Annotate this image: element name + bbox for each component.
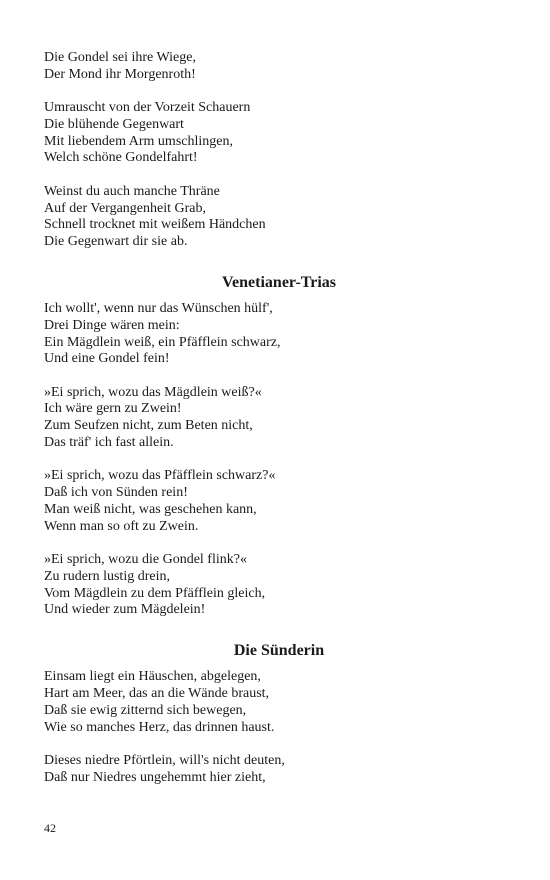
verse-line: Daß ich von Sünden rein! bbox=[44, 485, 188, 501]
verse-line: Der Mond ihr Morgenroth! bbox=[44, 66, 196, 82]
verse-line: Dieses niedre Pförtlein, will's nicht deuten, bbox=[44, 752, 285, 768]
stanza bbox=[44, 301, 514, 368]
verse-line: Einsam liegt ein Häuschen, abgelegen, bbox=[44, 669, 261, 685]
verse-line: Weinst du auch manche Thräne bbox=[44, 183, 220, 199]
verse-line: Ich wollt', wenn nur das Wünschen hülf', bbox=[44, 300, 273, 316]
verse-line: Drei Dinge wären mein: bbox=[44, 317, 180, 333]
verse-line: »Ei sprich, wozu das Pfäfflein schwarz?« bbox=[44, 468, 276, 484]
verse-line: Vom Mägdlein zu dem Pfäfflein gleich, bbox=[44, 585, 266, 601]
verse-line: Daß sie ewig zitternd sich bewegen, bbox=[44, 702, 247, 718]
verse-line: Schnell trocknet mit weißem Händchen bbox=[44, 217, 266, 233]
verse-line: Und wieder zum Mägdelein! bbox=[44, 602, 206, 618]
stanza bbox=[44, 753, 514, 787]
poem-die-suenderin bbox=[44, 641, 514, 786]
verse-line: Das träf' ich fast allein. bbox=[44, 435, 174, 451]
intro-poem bbox=[44, 50, 514, 251]
verse-line: Die Gegenwart dir sie ab. bbox=[44, 234, 188, 250]
verse-line: Man weiß nicht, was geschehen kann, bbox=[44, 501, 257, 517]
verse-line: Die Gondel sei ihre Wiege, bbox=[44, 50, 196, 65]
verse-line: »Ei sprich, wozu die Gondel flink?« bbox=[44, 552, 247, 568]
page-content bbox=[44, 50, 514, 803]
verse-line: Und eine Gondel fein! bbox=[44, 351, 170, 367]
stanza bbox=[44, 184, 514, 251]
verse-line: Zum Seufzen nicht, zum Beten nicht, bbox=[44, 418, 253, 434]
stanza bbox=[44, 669, 514, 736]
verse-line: Auf der Vergangenheit Grab, bbox=[44, 200, 206, 216]
verse-line: Wie so manches Herz, das drinnen haust. bbox=[44, 719, 275, 735]
verse-line: Daß nur Niedres ungehemmt hier zieht, bbox=[44, 769, 266, 785]
poem-venetianer-trias bbox=[44, 273, 514, 619]
verse-line: Mit liebendem Arm umschlingen, bbox=[44, 133, 233, 149]
verse-line: Hart am Meer, das an die Wände braust, bbox=[44, 686, 270, 702]
verse-line: Umrauscht von der Vorzeit Schauern bbox=[44, 100, 251, 116]
verse-line: »Ei sprich, wozu das Mägdlein weiß?« bbox=[44, 384, 262, 400]
stanza bbox=[44, 468, 514, 535]
stanza bbox=[44, 385, 514, 452]
verse-line: Zu rudern lustig drein, bbox=[44, 568, 170, 584]
verse-line: Ich wäre gern zu Zwein! bbox=[44, 401, 182, 417]
poem-title: Venetianer-Trias bbox=[221, 273, 337, 291]
stanza bbox=[44, 552, 514, 619]
verse-line: Die blühende Gegenwart bbox=[44, 116, 184, 132]
stanza bbox=[44, 50, 514, 84]
poem-title: Die Sünderin bbox=[233, 642, 325, 660]
stanza bbox=[44, 100, 514, 167]
verse-line: Wenn man so oft zu Zwein. bbox=[44, 518, 199, 534]
verse-line: Ein Mägdlein weiß, ein Pfäfflein schwarz, bbox=[44, 334, 281, 350]
verse-line: Welch schöne Gondelfahrt! bbox=[44, 150, 198, 166]
page-number: 42 bbox=[44, 821, 56, 835]
